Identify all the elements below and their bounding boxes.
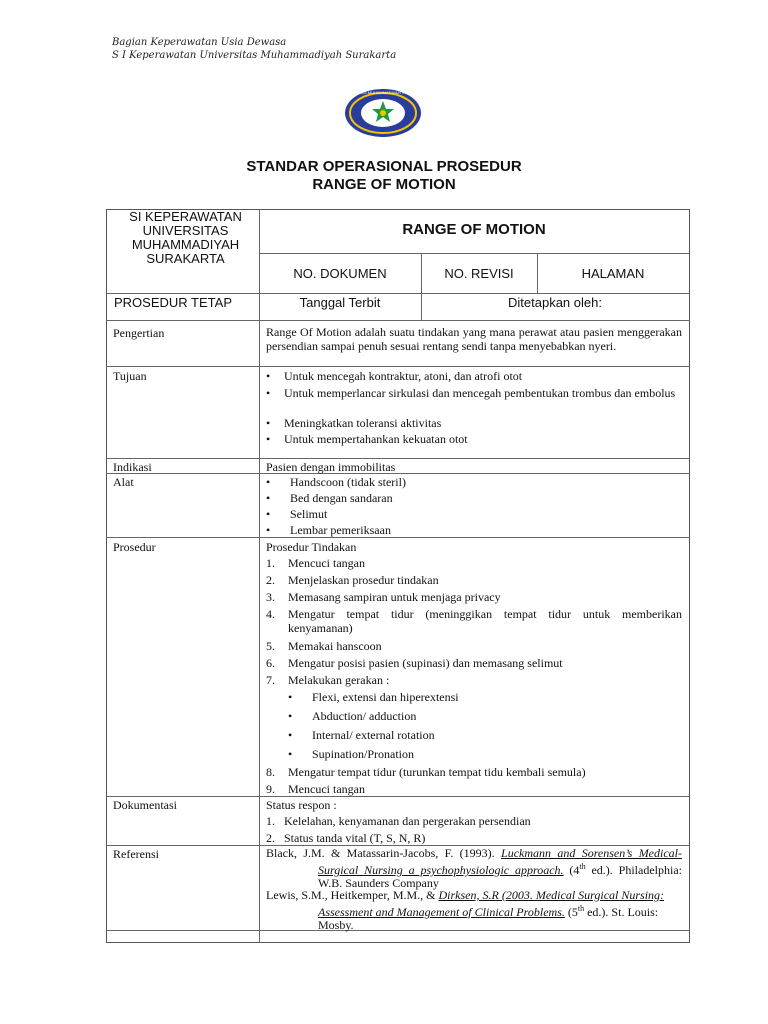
referensi-label: Referensi <box>113 847 159 861</box>
indikasi-text: Pasien dengan immobilitas <box>266 460 396 474</box>
prosedur-label: Prosedur <box>113 540 156 554</box>
tujuan-label: Tujuan <box>113 369 147 383</box>
page-title: STANDAR OPERASIONAL PROSEDUR <box>246 158 522 175</box>
dokumentasi-heading: Status respon : <box>266 798 337 812</box>
seal-text: UNIVERSITAS MUHAMMADIYAH SURAKARTA <box>343 90 423 95</box>
document-header <box>112 36 396 62</box>
pengertian-label: Pengertian <box>113 326 165 340</box>
halaman-label: HALAMAN <box>581 266 645 281</box>
pengertian-text: Range Of Motion adalah suatu tindakan yang mana perawat atau pasien menggerakan persendian sampai penuh sesuai rentang sendi tanpa menyebabkan nyeri. <box>266 325 682 353</box>
indikasi-label: Indikasi <box>113 460 152 474</box>
reference-1: Black, J.M. & Matassarin-Jacobs, F. (1993). Luckmann and Sorensen’s Medical-Surgical Nursing a psychophysiologic approach. (4th ed.). Philadelphia: W.B. Saunders Company <box>266 846 683 890</box>
table-heading: RANGE OF MOTION <box>402 221 546 238</box>
alat-label: Alat <box>113 475 134 489</box>
reference-1-title: Luckmann and Sorensen’s Medical-Surgical Nursing a psychophysiologic approach. <box>318 846 683 877</box>
page-subtitle: RANGE OF MOTION <box>312 176 456 193</box>
ditetapkan-label: Ditetapkan oleh: <box>508 295 602 310</box>
dokumentasi-label: Dokumentasi <box>113 798 177 812</box>
reference-2: Lewis, S.M., Heitkemper, M.M., & Dirksen, S.R (2003. Medical Surgical Nursing: Assessment and Management of Clinical Problems. (5th ed.). St. Louis: Mosby. <box>266 888 665 932</box>
tanggal-terbit-label: Tanggal Terbit <box>299 295 381 310</box>
prosedur-heading: Prosedur Tindakan <box>266 540 357 554</box>
institution-name: SI KEPERAWATAN UNIVERSITAS MUHAMMADIYAH SURAKARTA <box>129 209 242 266</box>
header-line-2: S I Keperawatan Universitas Muhammadiyah Surakarta <box>112 50 397 61</box>
no-dokumen-label: NO. DOKUMEN <box>293 266 387 281</box>
university-seal-icon <box>343 87 423 139</box>
prosedur-tetap-label: PROSEDUR TETAP <box>114 295 232 310</box>
reference-2-title: Dirksen, S.R (2003. Medical Surgical Nursing: Assessment and Management of Clinical Problems. <box>318 888 665 919</box>
header-line-1: Bagian Keperawatan Usia Dewasa <box>112 37 287 48</box>
no-revisi-label: NO. REVISI <box>444 266 514 281</box>
